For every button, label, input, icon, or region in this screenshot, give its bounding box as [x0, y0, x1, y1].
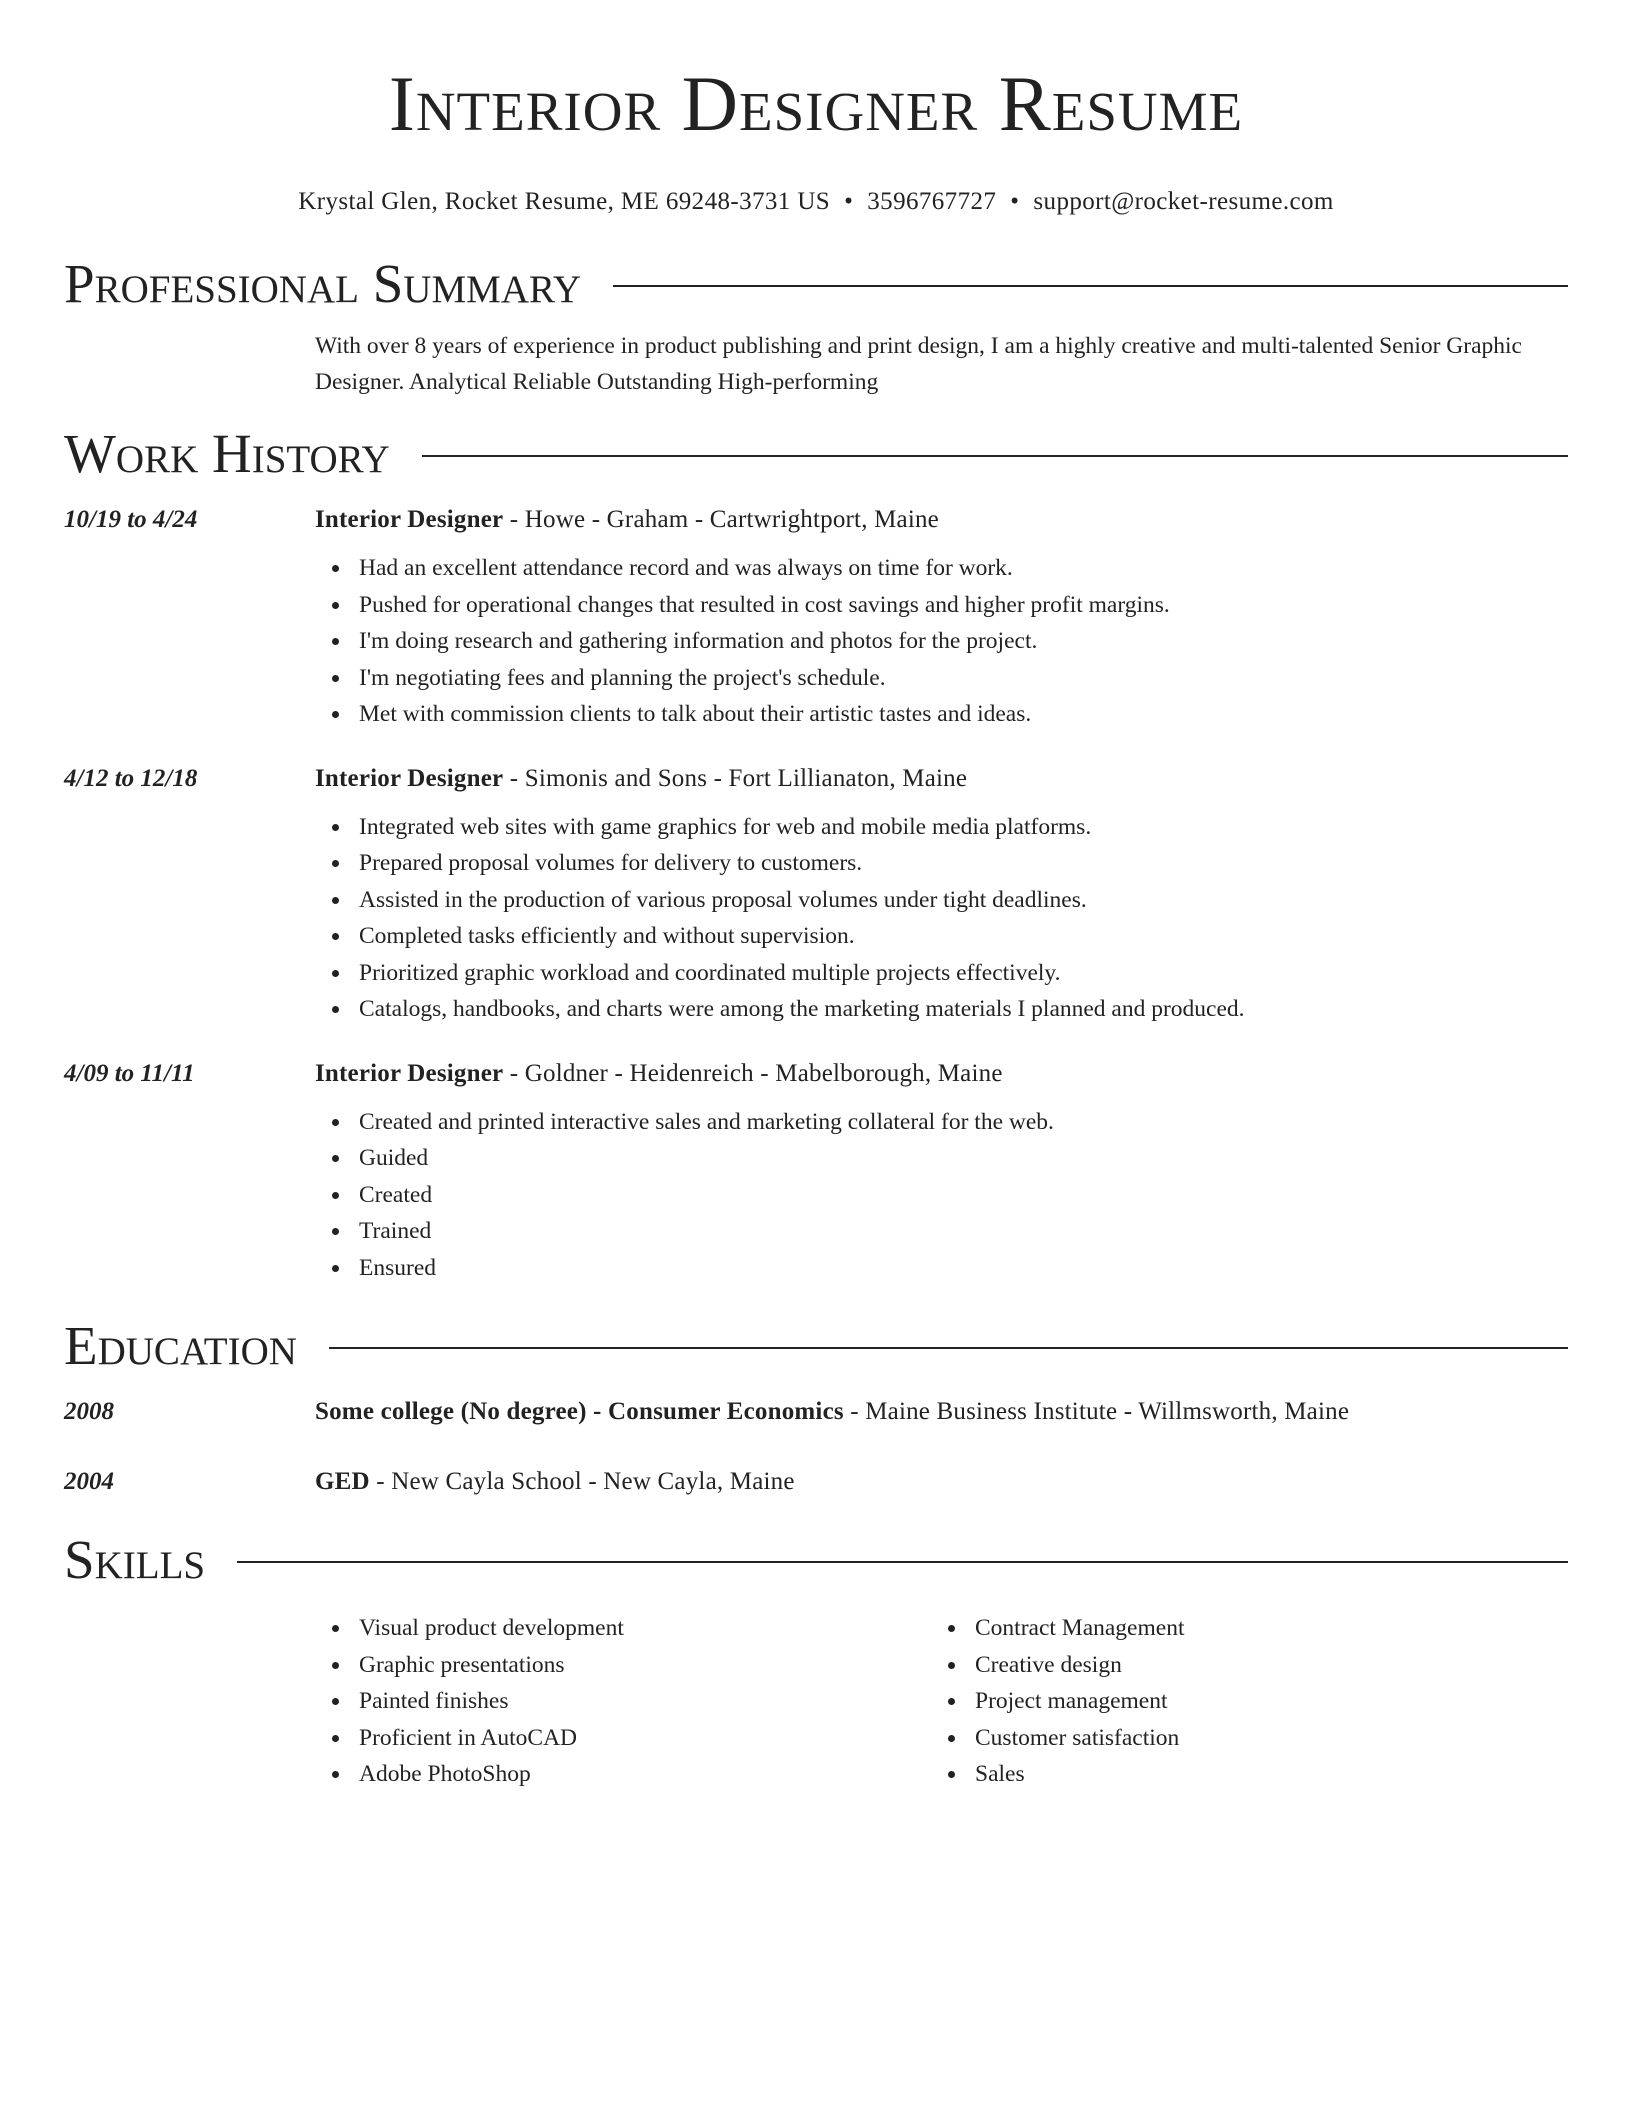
section-title-skills: Skills — [64, 1529, 206, 1590]
contact-address: Krystal Glen, Rocket Resume, ME 69248-3731 US — [298, 188, 831, 215]
resume-title: Interior Designer Resume — [388, 60, 1244, 147]
list-item: I'm doing research and gathering information and photos for the project. — [359, 623, 1568, 660]
list-item: Met with commission clients to talk about their artistic tastes and ideas. — [359, 696, 1568, 733]
contact-line — [64, 186, 1568, 218]
job-entry — [64, 763, 1568, 1028]
job-dates: 4/12 to 12/18 — [64, 764, 198, 792]
list-item: Contract Management — [975, 1610, 1547, 1647]
section-divider — [422, 455, 1568, 457]
skills-column-left — [315, 1610, 931, 1793]
list-item: Catalogs, handbooks, and charts were among the marketing materials I planned and produced. — [359, 991, 1568, 1028]
list-item: Project management — [975, 1683, 1547, 1720]
education-school: - Maine Business Institute - Willmsworth, Maine — [843, 1398, 1350, 1425]
list-item: Created and printed interactive sales and marketing collateral for the web. — [359, 1104, 1568, 1141]
job-employer: - Goldner - Heidenreich - Mabelborough, Maine — [503, 1059, 1003, 1087]
list-item: Pushed for operational changes that resulted in cost savings and higher profit margins. — [359, 587, 1568, 624]
job-employer: - Simonis and Sons - Fort Lillianaton, Maine — [503, 764, 968, 792]
job-duties — [315, 809, 1568, 1028]
list-item: Proficient in AutoCAD — [359, 1720, 931, 1757]
list-item: Painted finishes — [359, 1683, 931, 1720]
list-item: Guided — [359, 1140, 1568, 1177]
section-divider — [613, 285, 1568, 287]
education-heading — [315, 1466, 1568, 1498]
education-degree: GED — [315, 1468, 370, 1495]
contact-email: support@rocket-resume.com — [1033, 188, 1334, 215]
section-divider — [329, 1347, 1568, 1349]
section-title-education: Education — [64, 1315, 297, 1376]
contact-separator: • — [844, 188, 854, 215]
list-item: I'm negotiating fees and planning the project's schedule. — [359, 660, 1568, 697]
job-employer: - Howe - Graham - Cartwrightport, Maine — [503, 506, 939, 533]
contact-phone: 3596767727 — [867, 188, 997, 215]
skills-column-right — [931, 1610, 1547, 1793]
job-title: Interior Designer — [315, 1059, 504, 1087]
education-degree: Some college (No degree) - Consumer Economics — [315, 1398, 844, 1425]
section-header-skills — [64, 1528, 1568, 1592]
list-item: Created — [359, 1177, 1568, 1214]
list-item: Integrated web sites with game graphics for web and mobile media platforms. — [359, 809, 1568, 846]
list-item: Creative design — [975, 1647, 1547, 1684]
job-title: Interior Designer — [315, 764, 504, 792]
skills-list — [315, 1610, 1568, 1793]
job-heading — [315, 504, 1568, 536]
section-header-education — [64, 1314, 1568, 1378]
contact-separator: • — [1010, 188, 1020, 215]
section-divider — [237, 1561, 1568, 1563]
section-title-summary: Professional Summary — [64, 253, 582, 314]
education-year: 2008 — [64, 1398, 114, 1425]
list-item: Assisted in the production of various proposal volumes under tight deadlines. — [359, 882, 1568, 919]
job-duties — [315, 1104, 1568, 1287]
job-title: Interior Designer — [315, 506, 504, 533]
resume-page — [64, 0, 1568, 1793]
list-item: Graphic presentations — [359, 1647, 931, 1684]
education-year: 2004 — [64, 1468, 114, 1495]
education-entry — [64, 1466, 1568, 1498]
education-heading — [315, 1396, 1568, 1428]
list-item: Ensured — [359, 1250, 1568, 1287]
job-duties — [315, 550, 1568, 733]
education-entry — [64, 1396, 1568, 1428]
list-item: Customer satisfaction — [975, 1720, 1547, 1757]
list-item: Prioritized graphic workload and coordinated multiple projects effectively. — [359, 955, 1568, 992]
summary-text: With over 8 years of experience in product publishing and print design, I am a highly creative and multi-talented Senior Graphic Designer. Analytical Reliable Outstanding High-performing — [315, 333, 1522, 395]
section-header-work-history — [64, 422, 1568, 486]
section-header-summary — [64, 252, 1568, 316]
list-item: Visual product development — [359, 1610, 931, 1647]
job-dates: 4/09 to 11/11 — [64, 1059, 195, 1087]
list-item: Prepared proposal volumes for delivery to customers. — [359, 845, 1568, 882]
job-dates: 10/19 to 4/24 — [64, 506, 198, 533]
list-item: Completed tasks efficiently and without supervision. — [359, 918, 1568, 955]
job-entry — [64, 1058, 1568, 1287]
job-entry — [64, 504, 1568, 733]
job-heading — [315, 763, 1568, 795]
list-item: Trained — [359, 1213, 1568, 1250]
list-item: Adobe PhotoShop — [359, 1756, 931, 1793]
list-item: Had an excellent attendance record and was always on time for work. — [359, 550, 1568, 587]
job-heading — [315, 1058, 1568, 1090]
education-school: - New Cayla School - New Cayla, Maine — [369, 1468, 795, 1495]
list-item: Sales — [975, 1756, 1547, 1793]
section-title-work-history: Work History — [64, 423, 390, 484]
